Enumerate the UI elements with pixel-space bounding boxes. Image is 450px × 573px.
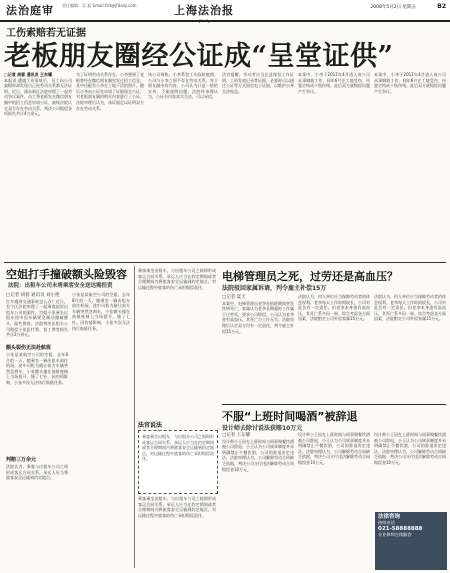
- legal-box: [138, 430, 218, 494]
- lead-col-4: 法官提醒，劳动者应当注意保留工作证明、工资发放记录等证据，必要时可以通过公证等方式固定电子证据，以维护自身合法权益。: [222, 72, 294, 94]
- paper-name-text: 上海法治报: [174, 4, 234, 17]
- legal-col-top: 乘客乘坐出租车，与出租车公司之间即形成客运合同关系。承运人应当在约定期间或者合理期间内将旅客安全运输到约定地点，对运输过程中旅客的伤亡承担赔偿责任。: [138, 268, 216, 290]
- mid-story-sub: 法院驳回家属诉请，判令雇主补偿15万: [222, 285, 327, 292]
- left-story-col-3: 小张是某航空公司的空姐，去年8月的一天，她乘坐一辆出租车前往机场，途中司机为避让前方车辆突然急刹车，小张额头撞在前排座椅上当场裂开，缝了七针。因伤情影响，小张多次无法执行航班任务。: [6, 352, 68, 385]
- mid-story-col-3: 法院认为，用人单位应当保障劳动者的休息权利。老李每天工作时间较长，公司对此负有一定责任。但老李本身患有高血压，其死亡系多因一果。综合考虑各方面因素，法院酌定公司补偿家属15万元。: [374, 294, 446, 322]
- ad-line-3: 021-58888888: [378, 526, 423, 532]
- left-story-head: 空姐打手撞破额头险毁容: [6, 268, 127, 281]
- bottom-story-col-3: 设计师小王因在上班时间与同事聚餐饮酒被公司辞退，小王认为公司规章制度并未明确禁止午餐饮酒，公司的辞退决定违法。法院审理认为，公司解除劳动合同缺乏依据，判决公司支付违法解除劳动合同赔偿金10万元。: [374, 432, 446, 465]
- section-title: 法治庭审: [6, 4, 54, 17]
- lead-kicker: 工伤索赔若无证据: [6, 28, 86, 39]
- mid-story-col-2: 法院认为，用人单位应当保障劳动者的休息权利。老李每天工作时间较长，公司对此负有一定责任。但老李本身患有高血压，其死亡系多因一果。综合考虑各方面因素，法院酌定公司补偿家属15万元。: [298, 294, 370, 322]
- left-story-byline: □记者 胡蓉 通讯员 刘小艳: [6, 293, 60, 298]
- bottom-story-byline: □记者 王东耀: [222, 433, 251, 438]
- left-story-body: 打车遇到交通事故怎么办？近日，长宁区法院审理了一起乘客起诉出租车公司的案件，空姐小张乘坐出租车途中因车辆紧急制动撞破额头，险些毁容。法院判决出租车公司赔偿小张医疗费、误工费等损失共计2万余元。: [6, 298, 68, 338]
- bottom-story-col-1: [222, 432, 294, 569]
- legal-col-bottom: 乘客乘坐出租车，与出租车公司之间即形成客运合同关系。承运人应当在约定期间或者合理期间内将旅客安全运输到约定地点，对运输过程中旅客的伤亡承担赔偿责任。: [138, 496, 216, 518]
- ad-line-4: 专业律师在线解答: [378, 532, 412, 537]
- lead-col-6: 本案中，小李于2017年4月进入该公司从事钢筋工作，同年6月在工地受伤，经鉴定构成十级伤残。此后双方就赔偿问题产生争议。: [374, 72, 446, 94]
- mid-story-byline: □记者 夏天: [222, 295, 246, 300]
- mid-story-body: 本案中，电梯管理员老李在值班期间突发疾病死亡，家属认为老李长期超时工作属于过劳死，要求公司赔偿。公司认为老李患有高血压，其死亡与工作无关。法院审理后认定双方均有一定责任，判令雇主补偿15万元。: [222, 300, 294, 334]
- section-sub: 责任编辑：吴 磊 Email:fzlt@jfdaily.com: [62, 3, 137, 8]
- column-divider: [134, 266, 135, 568]
- lead-col-1: [4, 72, 72, 260]
- left-story-subhead-2: 判赔三万余元: [6, 457, 37, 463]
- lead-col-3: 该公司辩称，小李系包工头临时雇佣，公司与小李之间不存在劳动关系。对于朋友圈中的内容，公司认为只是一般的宣传，不能说明问题。法院经审理认为，公证书内容真实合法，可以采信。: [148, 72, 218, 100]
- left-story-col-4: 法院认为，乘客与出租车公司之间形成客运合同关系，承运人应当将旅客安全运输到约定地点。: [6, 464, 68, 481]
- issue-date: 2008年5月2日 星期五: [370, 5, 416, 10]
- lead-col-1-text: 本报讯 遭遇工伤事故后，员工向公司索赔时却发现自己连劳动关系都无法证明。近日，浦东新区法院审理了一起劳动争议案件，员工将老板发在微信朋友圈中的招工信息申请公证，最终法院认定双方存在劳动关系，判决公司赔偿各项损失共计4万余元。: [4, 77, 72, 117]
- lead-byline: □记者 胡蓉 通讯员 王东耀: [4, 72, 52, 77]
- lead-headline: 老板朋友圈经公证成“呈堂证供”: [4, 41, 394, 72]
- ad-line-2: 热线电话: [378, 520, 395, 525]
- left-story-col-1: [6, 292, 68, 340]
- left-story-subhead-1: 额头裂伤无法赴航班: [6, 345, 52, 351]
- ad-line-1: 法律咨询: [378, 514, 401, 520]
- bottom-story-body: 设计师小王因在上班时间与同事聚餐饮酒被公司辞退，小王认为公司规章制度并未明确禁止午餐饮酒，公司的辞退决定违法。法院审理认为，公司解除劳动合同缺乏依据，判决公司支付违法解除劳动合同赔偿金10万元。: [222, 438, 294, 472]
- bottom-divider: [222, 404, 446, 405]
- bottom-story-head: 不服“上班时间喝酒”被辞退: [222, 410, 358, 423]
- bottom-story-sub: 设计师去除讨说法获赔10万元: [222, 425, 303, 432]
- lead-col-2: 为了证明劳动关系存在，小李想到了老板曾经在微信朋友圈里发过招工信息，其中还配有小李在工地干活的照片。随后小李向公证处申请了证据保全公证，对老板朋友圈的相关内容进行了公证。法院审理后认为，该证据足以证明双方存在劳动关系。: [76, 72, 144, 111]
- ad-box: [375, 512, 447, 570]
- lead-col-5: 本案中，小李于2017年4月进入该公司从事钢筋工作，同年6月在工地受伤，经鉴定构成十级伤残。此后双方就赔偿问题产生争议。: [298, 72, 370, 94]
- section-divider: [4, 262, 446, 263]
- paper-name: [174, 2, 234, 23]
- legal-box-text: 乘客乘坐出租车，与出租车公司之间即形成客运合同关系。承运人应当在约定期间或者合理期间内将旅客安全运输到约定地点，对运输过程中旅客的伤亡承担赔偿责任。: [142, 434, 214, 462]
- left-story-sub: 法院：出租车公司未将乘客安全送达需担责: [8, 283, 113, 289]
- mid-story-col-1: [222, 294, 294, 402]
- mid-story-head: 电梯管理员之死，过劳还是高血压？: [222, 270, 398, 283]
- page-number: B2: [437, 3, 446, 10]
- masthead: [0, 0, 450, 22]
- paper-url: www.jfdaily.com: [188, 18, 220, 23]
- bottom-story-col-2: 设计师小王因在上班时间与同事聚餐饮酒被公司辞退，小王认为公司规章制度并未明确禁止午餐饮酒，公司的辞退决定违法。法院审理认为，公司解除劳动合同缺乏依据，判决公司支付违法解除劳动合同赔偿金10万元。: [298, 432, 370, 465]
- left-story-col-2: 小张是某航空公司的空姐，去年8月的一天，她乘坐一辆出租车前往机场，途中司机为避让前方车辆突然急刹车，小张额头撞在前排座椅上当场裂开，缝了七针。因伤情影响，小张多次无法执行航班任务。: [72, 292, 130, 331]
- legal-col-head: 法官说法: [138, 422, 163, 429]
